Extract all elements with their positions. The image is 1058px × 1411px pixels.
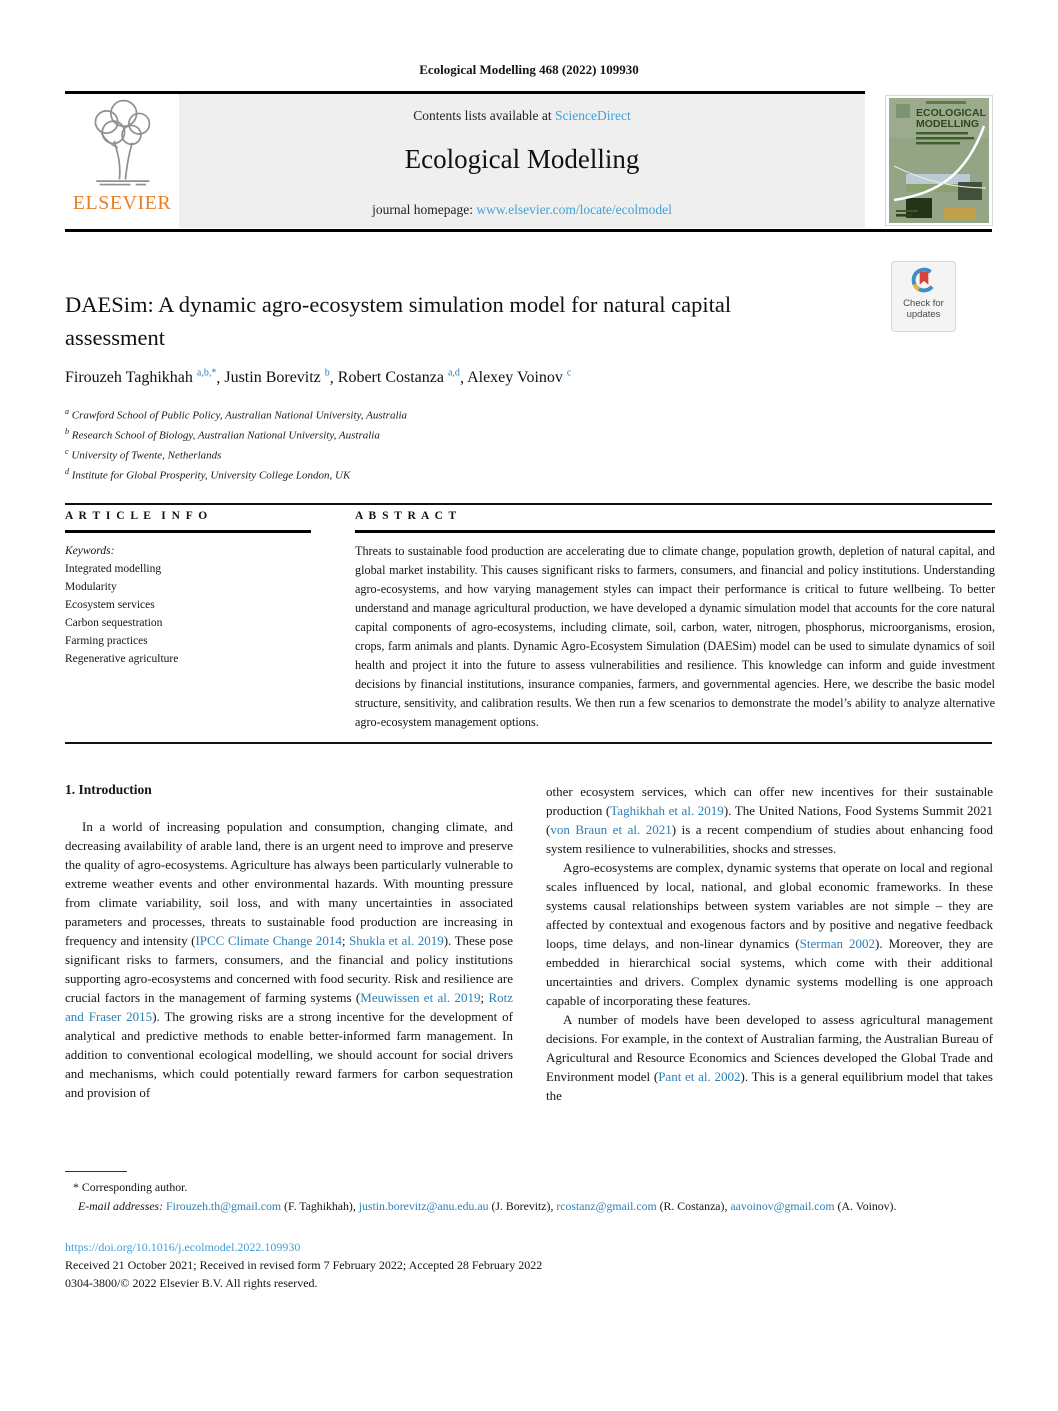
keywords-list: [65, 560, 311, 668]
keyword-item: Farming practices: [65, 634, 148, 647]
journal-cover-image: [886, 96, 992, 225]
cover-title-line1: ECOLOGICAL: [916, 107, 986, 119]
body-paragraph: Agro-ecosystems are complex, dynamic systems that operate on local and regional scales influenced by local, national, and global economic frameworks. In these systems causal relationships between system variables are not simple – they are affected by contextual and exogenous factors and by positive and negative feedback loops, time delays, and non-linear dynamics (Sterman 2002). Moreover, they are embedded in hierarchical social systems, which come with their additional uncertainties and drivers. Complex dynamic systems modelling is one approach capable of incorporating these features.: [546, 860, 993, 1008]
sciencedirect-link[interactable]: ScienceDirect: [555, 108, 631, 123]
journal-title: Ecological Modelling: [404, 144, 640, 174]
affiliation-item: $^d$ Institute for Global Prosperity, University College London, UK: [65, 467, 351, 483]
body-paragraph: A number of models have been developed to assess agricultural management decisions. For example, in the context of Australian farming, the Australian Bureau of Agricultural and Resource Economics and Sciences developed the Global Trade and Environment model (Pant et al. 2002). This is a general equilibrium model that takes the: [546, 1012, 993, 1103]
affiliation-item: $^b$ Research School of Biology, Australian National University, Australia: [65, 427, 380, 442]
introduction-heading: 1. Introduction: [65, 782, 152, 797]
email-link[interactable]: justin.borevitz@anu.edu.au: [358, 1199, 489, 1213]
introduction-left-paragraphs: [65, 817, 513, 1102]
banner-bottom-rule: [65, 229, 992, 232]
abstract-heading: A B S T R A C T: [355, 510, 458, 522]
author-name: Robert Costanza $^{a,d}$: [337, 368, 460, 387]
article-info-section: [65, 510, 311, 668]
banner-center: [179, 94, 865, 228]
author-name: Alexey Voinov $^c$: [467, 368, 572, 387]
citation-link[interactable]: Pant et al. 2002: [658, 1069, 741, 1084]
author-name: Firouzeh Taghikhah $^{a,b,*}$: [65, 368, 217, 387]
keyword-item: Carbon sequestration: [65, 616, 163, 629]
affiliation-list: [65, 404, 765, 485]
affiliation-item: $^c$ University of Twente, Netherlands: [65, 447, 222, 462]
footnote-rule: [65, 1171, 127, 1172]
abstract-bottom-rule: [65, 742, 992, 744]
body-column-right: [546, 782, 993, 1105]
crossmark-label: Check for updates: [903, 298, 944, 320]
keyword-item: Modularity: [65, 580, 117, 593]
body-paragraph: other ecosystem services, which can offer new incentives for their sustainable production (Taghikhah et al. 2019). The United Nations, Food Systems Summit 2021 (von Braun et al. 2021) is a recent compendium of studies about enhancing food system resilience to vulnerabilities, shocks and stresses.: [546, 784, 993, 856]
affiliation-item: $^a$ Crawford School of Public Policy, Australian National University, Australia: [65, 407, 408, 422]
email-link[interactable]: Firouzeh.th@gmail.com: [166, 1199, 282, 1213]
citation-link[interactable]: Meuwissen et al. 2019: [360, 990, 481, 1005]
author-name: Justin Borevitz $^b$: [224, 368, 330, 387]
info-top-rule: [65, 503, 992, 505]
article-info-heading: A R T I C L E I N F O: [65, 510, 209, 522]
citation-link[interactable]: Rotz and Fraser 2015: [65, 990, 514, 1024]
keywords-block: [65, 542, 311, 668]
citation-link[interactable]: Shukla et al. 2019: [348, 933, 444, 948]
citation-link[interactable]: von Braun et al. 2021: [550, 822, 672, 837]
keywords-label: Keywords:: [65, 544, 115, 557]
citation-link[interactable]: Taghikhah et al. 2019: [610, 803, 724, 818]
citation-link[interactable]: Sterman 2002: [799, 936, 876, 951]
homepage-line: [179, 202, 865, 218]
contents-prefix: Contents lists available at: [413, 108, 555, 123]
email-link[interactable]: rcostanz@gmail.com: [556, 1199, 657, 1213]
corresponding-author-note: * Corresponding author.: [73, 1180, 188, 1194]
elsevier-wordmark: ELSEVIER: [72, 192, 172, 214]
crossmark-icon: [911, 267, 937, 293]
homepage-url-link[interactable]: www.elsevier.com/locate/ecolmodel: [476, 202, 672, 217]
contents-line: [179, 108, 865, 124]
running-head-journal-ref: Ecological Modelling 468 (2022) 109930: [419, 62, 639, 77]
keyword-item: Ecosystem services: [65, 598, 155, 611]
body-paragraph: In a world of increasing population and consumption, changing climate, and decreasing availability of arable land, there is an urgent need to improve and preserve the quality of agro-ecosystems. Agriculture has always been particularly vulnerable to extreme weather events and other environmental hazards. With mounting pressure from climate variability, soil loss, and with many uncertainties in associated parameters and processes, threats to sustainable food production are increasing in frequency and intensity (IPCC Climate Change 2014; Shukla et al. 2019). These pose significant risks to farmers, consumers, and the financial and policy institutions supporting agro-ecosystems and concerned with food security. Risk and resilience are crucial factors in the management of farming systems (Meuwissen et al. 2019; Rotz and Fraser 2015). The growing risks are a strong incentive for the development of analytical and predictive methods to enable better-informed farm management. In addition to conventional ecological modelling, we should account for social drivers and mechanisms, which could potentially reward farmers for carbon sequestration and provision of: [65, 819, 514, 1100]
elsevier-logo: [65, 94, 179, 228]
abstract-section: [355, 510, 995, 732]
email-addresses-note: E-mail addresses: Firouzeh.th@gmail.com (F. Taghikhah), justin.borevitz@anu.edu.au (J. Borevitz), rcostanz@gmail.com (R. Costanza), aavoinov@gmail.com (A. Voinov).: [78, 1199, 897, 1213]
cover-title-line2: MODELLING: [916, 118, 979, 130]
body-column-left: [65, 782, 513, 1102]
homepage-prefix: journal homepage:: [372, 202, 477, 217]
abstract-text: Threats to sustainable food production are accelerating due to climate change, population growth, depletion of natural capital, and global market instability. This causes significant risks to farmers, consumers, and financial and policy institutions. Understanding agro-ecosystems, and how varying management styles can impact their performance is critical to future wellbeing. To better understand and manage agricultural production, we have developed a dynamic simulation model that accounts for the core natural capital components of agro-ecosystems, including climate, soil, carbon, water, nitrogen, phosphorus, microorganisms, erosion, crops, farm animals and plants. Dynamic Agro-Ecosystem Simulation (DAESim) model can be used to simulate dynamics of soil health and project it into the future to assess vulnerabilities and resilience. This knowledge can inform and guide investment decisions by financial institutions, insurance companies, farmers, and governmental agencies. Here, we describe the basic model structure, sensitivity, and calibration results. We then run a few scenarios to demonstrate the model’s ability to analyze alternative agro-ecosystem management options.: [355, 543, 995, 729]
journal-banner: [65, 94, 865, 228]
italic-text: E-mail addresses:: [78, 1199, 167, 1213]
doi-link[interactable]: https://doi.org/10.1016/j.ecolmodel.2022.109930: [65, 1240, 301, 1254]
received-dates: Received 21 October 2021; Received in revised form 7 February 2022; Accepted 28 February 2022: [65, 1258, 543, 1272]
article-title: DAESim: A dynamic agro-ecosystem simulation model for natural capital assessment: [65, 292, 732, 350]
article-info-heading-rule: [65, 530, 311, 533]
author-affiliation-sup: c: [566, 368, 572, 379]
email-link[interactable]: aavoinov@gmail.com: [730, 1199, 835, 1213]
author-affiliation-sup: b: [324, 368, 330, 379]
citation-link[interactable]: IPCC Climate Change 2014: [195, 933, 342, 948]
author-affiliation-sup: a,b,*: [196, 368, 217, 379]
abstract-heading-rule: [355, 530, 995, 533]
copyright-line: 0304-3800/© 2022 Elsevier B.V. All rights reserved.: [65, 1276, 318, 1290]
author-affiliation-sup: a,d: [447, 368, 460, 379]
keyword-item: Regenerative agriculture: [65, 652, 179, 665]
crossmark-badge[interactable]: [891, 261, 956, 332]
author-list: Firouzeh Taghikhah $^{a,b,*}$, Justin Borevitz $^b$, Robert Costanza $^{a,d}$, Alexey Voinov $^c$: [65, 368, 572, 387]
elsevier-tree-icon: [79, 98, 165, 194]
introduction-right-paragraphs: [546, 782, 993, 1105]
footnote-block: [65, 1178, 995, 1216]
keyword-item: Integrated modelling: [65, 562, 162, 575]
